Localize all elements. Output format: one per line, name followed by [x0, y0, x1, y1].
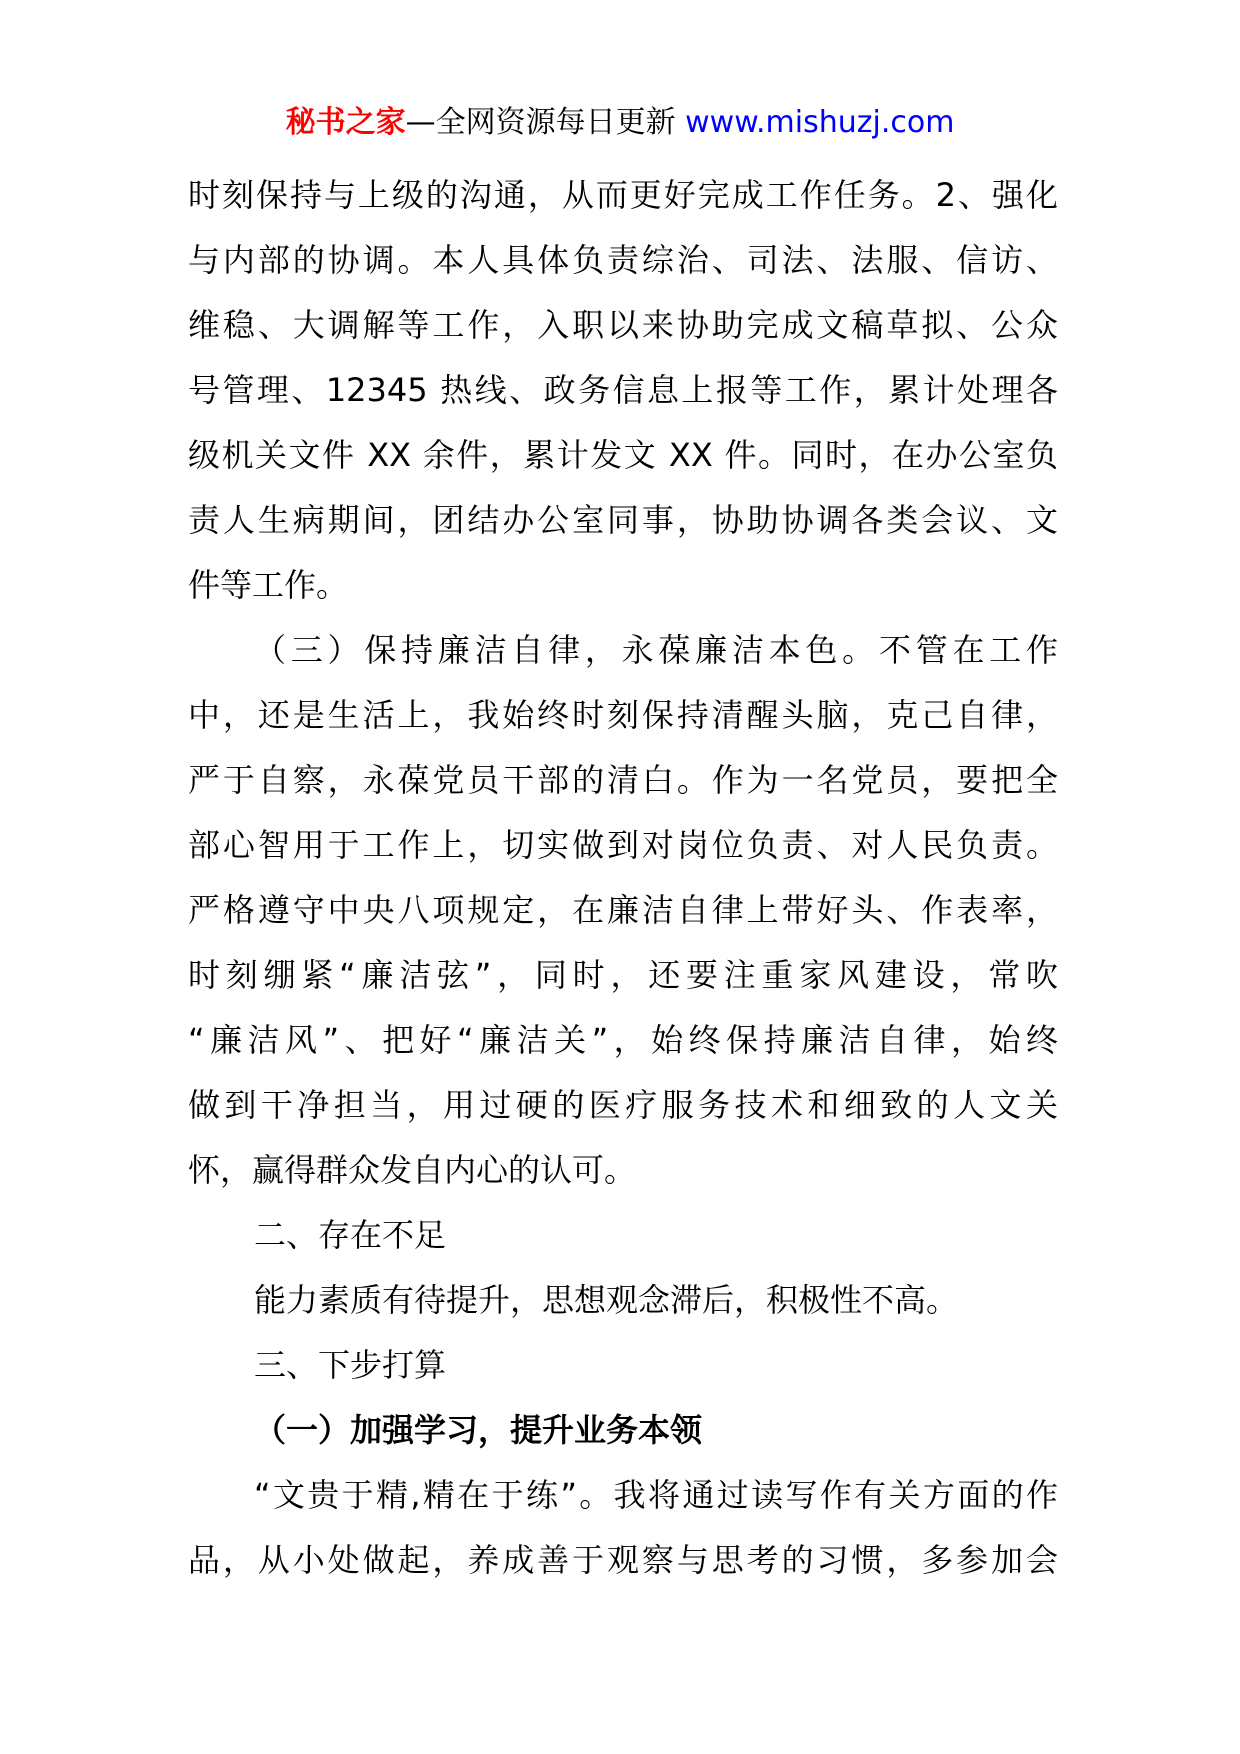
text-line: 件等工作。: [188, 566, 349, 604]
site-header: [0, 103, 1240, 143]
text-line: “廉洁风”、把好“廉洁关”，始终保持廉洁自律，始终: [188, 1021, 1058, 1059]
text-line: 维稳、大调解等工作，入职以来协助完成文稿草拟、公众: [188, 306, 1058, 344]
section-heading: 二、存在不足: [254, 1216, 447, 1254]
text-line: 部心智用于工作上，切实做到对岗位负责、对人民负责。: [188, 826, 1058, 864]
text-line: “文贵于精,精在于练”。我将通过读写作有关方面的作: [254, 1476, 1058, 1514]
subsection-heading: （一）加强学习，提升业务本领: [254, 1411, 703, 1449]
site-url-link[interactable]: www.mishuzj.com: [685, 105, 955, 140]
text-line: 做到干净担当，用过硬的医疗服务技术和细致的人文关: [188, 1086, 1058, 1124]
header-tagline: —全网资源每日更新: [405, 105, 686, 140]
text-line: 严于自察，永葆党员干部的清白。作为一名党员，要把全: [188, 761, 1058, 799]
document-body: [188, 163, 1058, 1593]
text-line: 级机关文件 XX 余件，累计发文 XX 件。同时，在办公室负: [188, 436, 1058, 474]
text-line: 品，从小处做起，养成善于观察与思考的习惯，多参加会: [188, 1541, 1058, 1579]
brand-name: 秘书之家: [285, 105, 406, 140]
text-line: 中，还是生活上，我始终时刻保持清醒头脑，克己自律，: [188, 696, 1058, 734]
section-heading: 三、下步打算: [254, 1346, 447, 1384]
text-line: （三）保持廉洁自律，永葆廉洁本色。不管在工作: [254, 631, 1058, 669]
text-line: 严格遵守中央八项规定，在廉洁自律上带好头、作表率，: [188, 891, 1058, 929]
text-line: 时刻保持与上级的沟通，从而更好完成工作任务。2、强化: [188, 176, 1058, 214]
text-line: 号管理、12345 热线、政务信息上报等工作，累计处理各: [188, 371, 1058, 409]
text-line: 怀，赢得群众发自内心的认可。: [188, 1151, 637, 1189]
text-line: 与内部的协调。本人具体负责综治、司法、法服、信访、: [188, 241, 1058, 279]
text-line: 时刻绷紧“廉洁弦”，同时，还要注重家风建设，常吹: [188, 956, 1058, 994]
text-line: 责人生病期间，团结办公室同事，协助协调各类会议、文: [188, 501, 1058, 539]
text-line: 能力素质有待提升，思想观念滞后，积极性不高。: [254, 1281, 959, 1319]
